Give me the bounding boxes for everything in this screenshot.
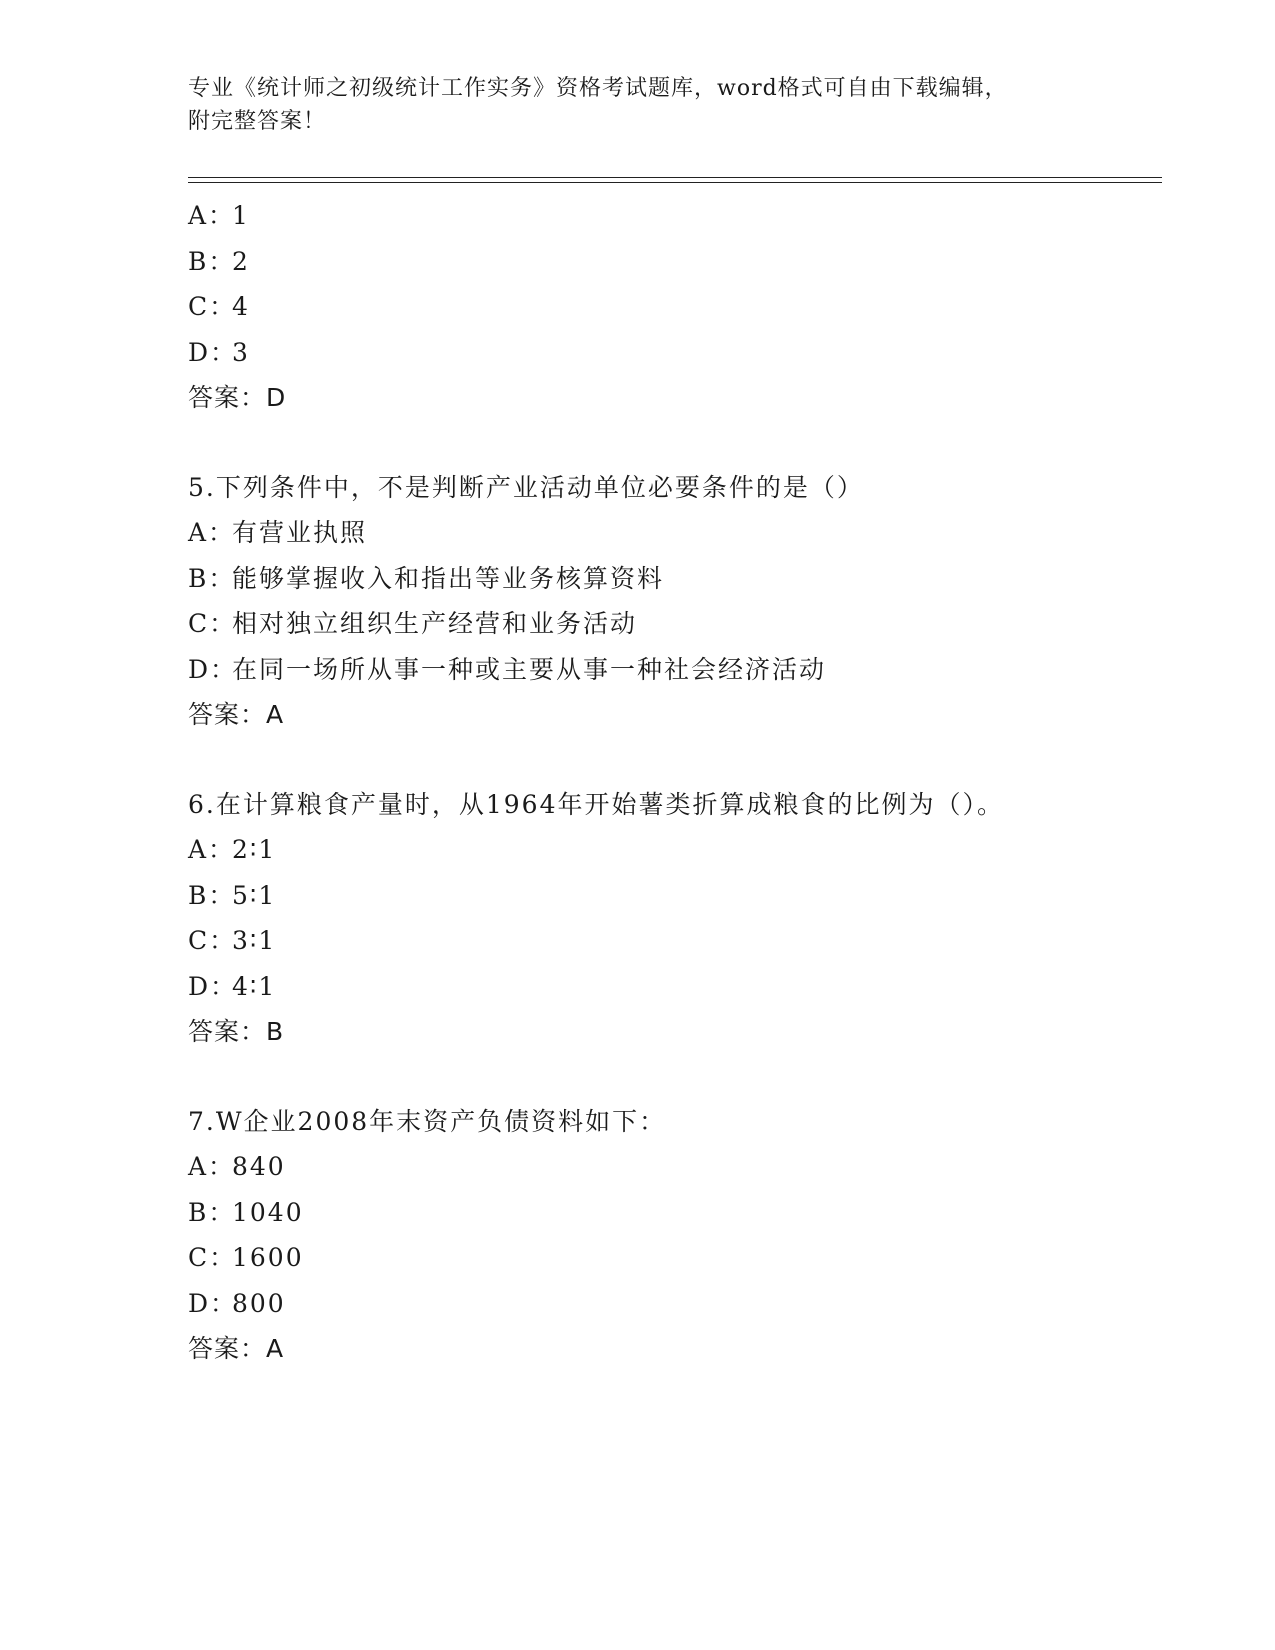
header-divider-bottom [188,182,1162,183]
option-text: 800 [232,1288,286,1318]
option-d [188,647,1148,693]
option-key: C： [188,1243,237,1272]
option-text: 5∶1 [232,880,277,910]
option-key: D： [188,971,238,1001]
option-key: D： [188,1288,238,1318]
question-block-6 [188,782,1148,1055]
answer-line: 答案：B [188,1017,285,1046]
option-key: B： [188,1197,236,1227]
option-key: C： [188,926,237,955]
option-key: C： [188,292,237,321]
question-block-5 [188,465,1148,738]
header-line-1: 专业《统计师之初级统计工作实务》资格考试题库，word格式可自由下载编辑， [188,76,1008,101]
option-text: 1 [232,201,250,230]
option-text: 能够掌握收入和指出等业务核算资料 [232,563,665,593]
option-c [188,918,1148,964]
option-text: 1600 [232,1243,304,1272]
question-block-4 [188,193,1148,421]
option-key: B： [188,880,236,910]
option-key: A： [188,201,236,230]
option-key: D： [188,337,238,367]
option-a [188,1144,1148,1190]
question-text: 7.W企业2008年末资产负债资料如下： [188,1106,667,1136]
option-c [188,1235,1148,1281]
option-key: A： [188,835,236,864]
document-header [188,72,1088,138]
option-key: B： [188,563,236,593]
option-d [188,964,1148,1010]
question-list [188,193,1148,1372]
answer-line: 答案：D [188,383,287,412]
option-text: 1040 [232,1197,304,1227]
option-text: 在同一场所从事一种或主要从事一种社会经济活动 [232,654,827,684]
answer-line: 答案：A [188,1334,285,1363]
option-b [188,239,1148,285]
question-block-7 [188,1099,1148,1372]
question-text: 5.下列条件中，不是判断产业活动单位必要条件的是（） [188,472,864,502]
option-key: C： [188,609,237,638]
option-text: 4 [232,292,250,321]
option-b [188,873,1148,919]
question-text: 6.在计算粮食产量时，从1964年开始薯类折算成粮食的比例为（）。 [188,789,1004,819]
option-b [188,556,1148,602]
option-text: 有营业执照 [232,518,368,547]
option-c [188,601,1148,647]
answer-line: 答案：A [188,700,285,729]
option-b [188,1190,1148,1236]
option-text: 相对独立组织生产经营和业务活动 [232,609,638,638]
option-text: 3 [232,337,250,367]
option-text: 840 [232,1152,286,1181]
option-key: A： [188,1152,236,1181]
option-d [188,330,1148,376]
option-text: 3∶1 [232,926,277,955]
option-text: 2 [232,246,250,276]
header-divider-top [188,177,1162,178]
option-a [188,193,1148,239]
option-a [188,510,1148,556]
option-d [188,1281,1148,1327]
header-line-2: 附完整答案！ [188,109,327,134]
option-text: 4∶1 [232,971,277,1001]
option-text: 2∶1 [232,835,277,864]
option-a [188,827,1148,873]
option-key: D： [188,654,238,684]
option-key: B： [188,246,236,276]
option-c [188,284,1148,330]
option-key: A： [188,518,236,547]
